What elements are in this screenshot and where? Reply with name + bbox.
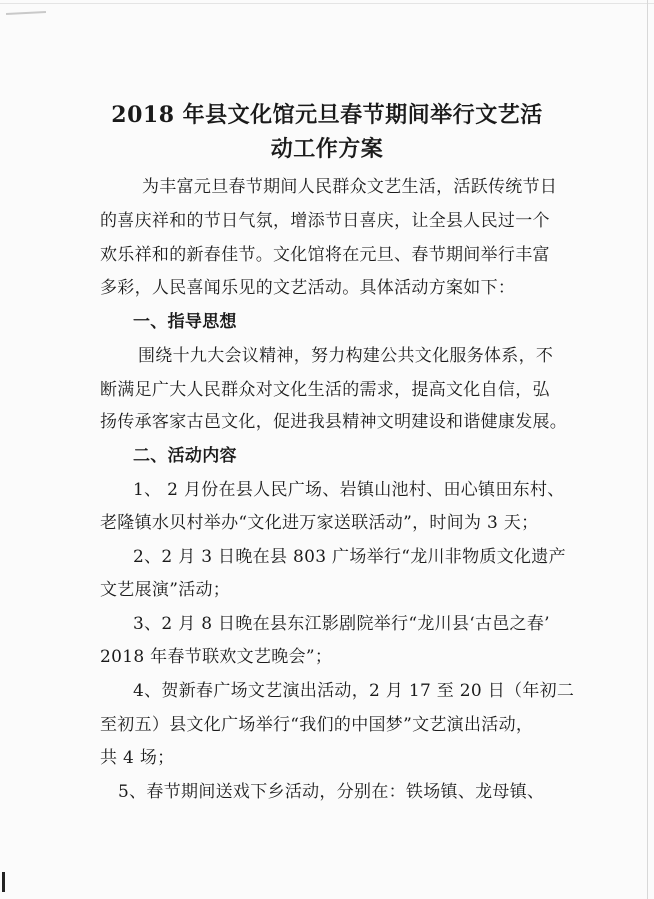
- page-right-edge: [647, 0, 648, 899]
- activity-1-line-2: 老隆镇水贝村举办“文化进万家送联活动”，时间为 3 天；: [100, 513, 539, 533]
- document-title-line-1: 2018 年县文化馆元旦春节期间举行文艺活: [111, 102, 543, 128]
- page-top-edge: [0, 3, 654, 4]
- activity-1-line-1: 1、 2 月份在县人民广场、岩镇山池村、田心镇田东村、: [133, 480, 565, 500]
- activity-3-line-1: 3、2 月 8 日晚在县东江影剧院举行“龙川县‘古邑之春’: [133, 614, 550, 634]
- ideology-line-3: 扬传承客家古邑文化，促进我县精神文明建设和谐健康发展。: [100, 412, 568, 432]
- section-heading-guiding-ideology: 一、指导思想: [133, 312, 237, 332]
- intro-line-1: 为丰富元旦春节期间人民群众文艺生活，活跃传统节日: [142, 177, 558, 197]
- binding-mark: [2, 872, 5, 892]
- intro-line-2: 的喜庆祥和的节日气氛，增添节日喜庆，让全县人民过一个: [100, 211, 550, 231]
- intro-line-3: 欢乐祥和的新春佳节。文化馆将在元旦、春节期间举行丰富: [100, 245, 550, 265]
- activity-2-line-1: 2、2 月 3 日晚在县 803 广场举行“龙川非物质文化遗产: [133, 547, 566, 567]
- activity-3-line-2: 2018 年春节联欢文艺晚会”；: [100, 647, 333, 667]
- activity-5-line-1: 5、春节期间送戏下乡活动，分别在：铁场镇、龙母镇、: [118, 782, 545, 802]
- ideology-line-1: 围绕十九大会议精神，努力构建公共文化服务体系，不: [138, 346, 554, 366]
- intro-line-4: 多彩，人民喜闻乐见的文艺活动。具体活动方案如下：: [100, 278, 516, 298]
- section-heading-activities: 二、活动内容: [133, 446, 237, 466]
- scan-mark: [6, 11, 46, 15]
- ideology-line-2: 断满足广大人民群众对文化生活的需求，提高文化自信，弘: [100, 380, 550, 400]
- activity-4-line-3: 共 4 场；: [100, 748, 175, 768]
- activity-4-line-1: 4、贺新春广场文艺演出活动，2 月 17 至 20 日（年初二: [133, 681, 575, 701]
- activity-4-line-2: 至初五）县文化广场举行“我们的中国梦”文艺演出活动，: [100, 715, 534, 735]
- document-title-line-2: 动工作方案: [270, 136, 384, 162]
- activity-2-line-2: 文艺展演”活动；: [100, 580, 231, 600]
